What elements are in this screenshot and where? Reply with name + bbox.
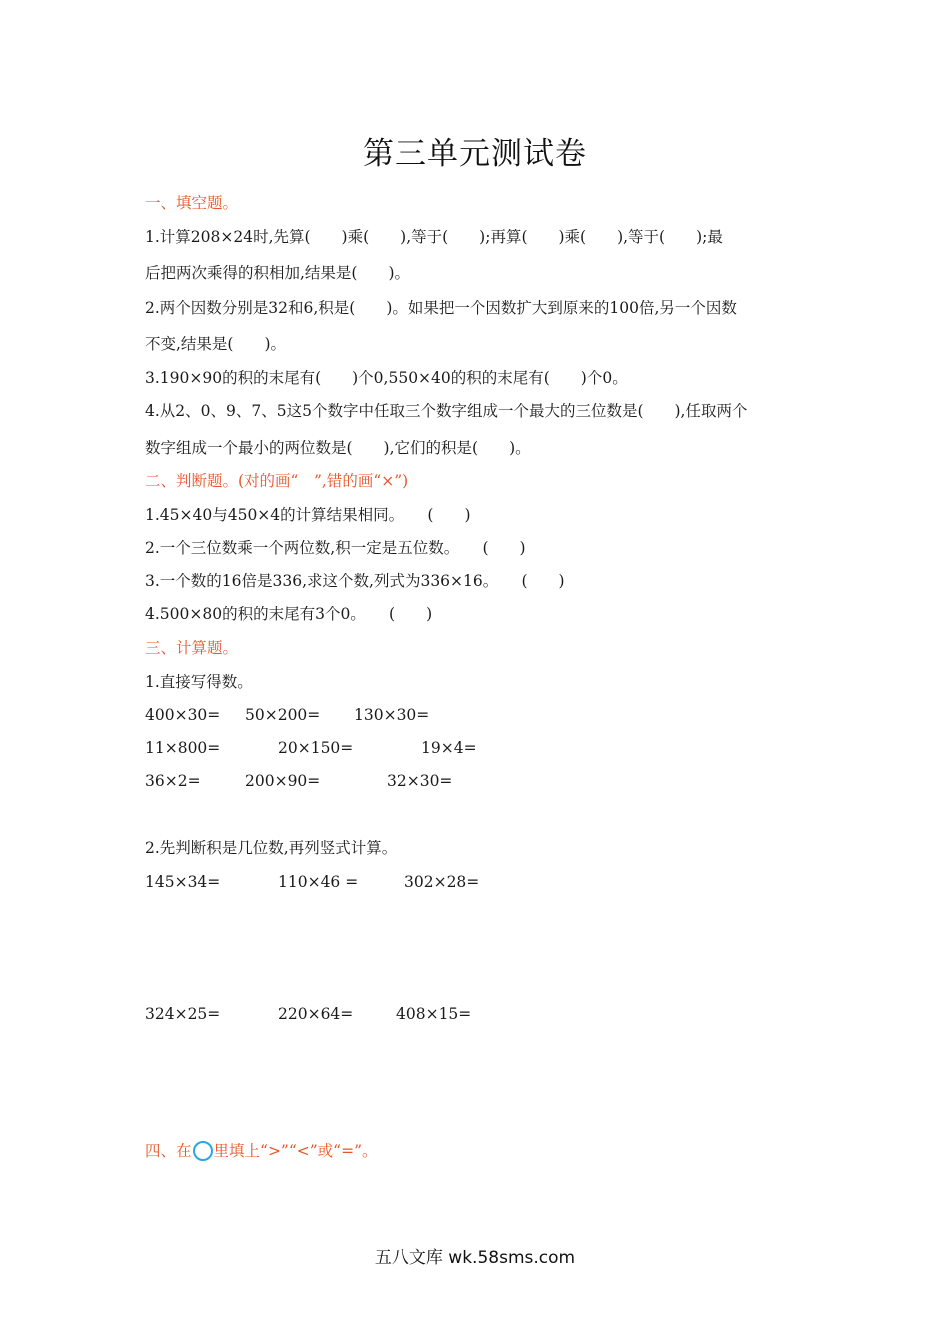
- calc-item: 220×64=: [278, 1005, 354, 1023]
- question-1-2-line-1: 2.两个因数分别是32和6,积是( )。如果把一个因数扩大到原来的100倍,另一个因数: [145, 299, 737, 317]
- calc-item: 36×2=: [145, 772, 201, 790]
- calc-item: 130×30=: [354, 706, 430, 724]
- calc-item: 400×30=: [145, 706, 221, 724]
- calc-item: 20×150=: [278, 739, 354, 757]
- judge-item-2: 2.一个三位数乘一个两位数,积一定是五位数。 ( ): [145, 539, 526, 557]
- calc-item: 145×34=: [145, 873, 221, 891]
- judge-item-1: 1.45×40与450×4的计算结果相同。 ( ): [145, 506, 471, 524]
- compare-heading-start: 四、在: [145, 1142, 192, 1160]
- calc-item: 302×28=: [404, 873, 480, 891]
- judge-item-3: 3.一个数的16倍是336,求这个数,列式为336×16。 ( ): [145, 572, 565, 590]
- calc-item: 11×800=: [145, 739, 221, 757]
- question-1-3: 3.190×90的积的末尾有( )个0,550×40的积的末尾有( )个0。: [145, 369, 628, 387]
- judge-item-4: 4.500×80的积的末尾有3个0。 ( ): [145, 605, 433, 623]
- question-1-4-line-1: 4.从2、0、9、7、5这5个数字中任取三个数字组成一个最大的三位数是( ),任取两个: [145, 402, 748, 420]
- question-1-1-line-2: 后把两次乘得的积相加,结果是( )。: [145, 264, 411, 282]
- calc-item: 408×15=: [396, 1005, 472, 1023]
- calc-item: 50×200=: [245, 706, 321, 724]
- question-1-1-line-1: 1.计算208×24时,先算( )乘( ),等于( );再算( )乘( ),等于( );最: [145, 228, 723, 246]
- compare-heading-end: 里填上“>”“<”或“=”。: [213, 1142, 378, 1160]
- calc-item: 200×90=: [245, 772, 321, 790]
- question-1-4-line-2: 数字组成一个最小的两位数是( ),它们的积是( )。: [145, 439, 531, 457]
- calc-item: 110×46 =: [278, 873, 359, 891]
- section-heading-compare: [145, 1141, 378, 1161]
- calc-item: 32×30=: [387, 772, 453, 790]
- section-heading-true-false: 二、判断题。(对的画“ ”,错的画“×”): [145, 472, 409, 490]
- footer-watermark: 五八文库 wk.58sms.com: [374, 1248, 576, 1268]
- section-heading-calculation: 三、计算题。: [145, 639, 239, 657]
- calc-item: 324×25=: [145, 1005, 221, 1023]
- question-1-2-line-2: 不变,结果是( )。: [145, 335, 287, 353]
- section-heading-fill-blank: 一、填空题。: [145, 194, 239, 212]
- page-title: 第三单元测试卷: [363, 136, 587, 172]
- calc-subheading-direct: 1.直接写得数。: [145, 673, 253, 691]
- calc-subheading-vertical: 2.先判断积是几位数,再列竖式计算。: [145, 839, 398, 857]
- circle-icon: [193, 1141, 213, 1161]
- calc-item: 19×4=: [421, 739, 477, 757]
